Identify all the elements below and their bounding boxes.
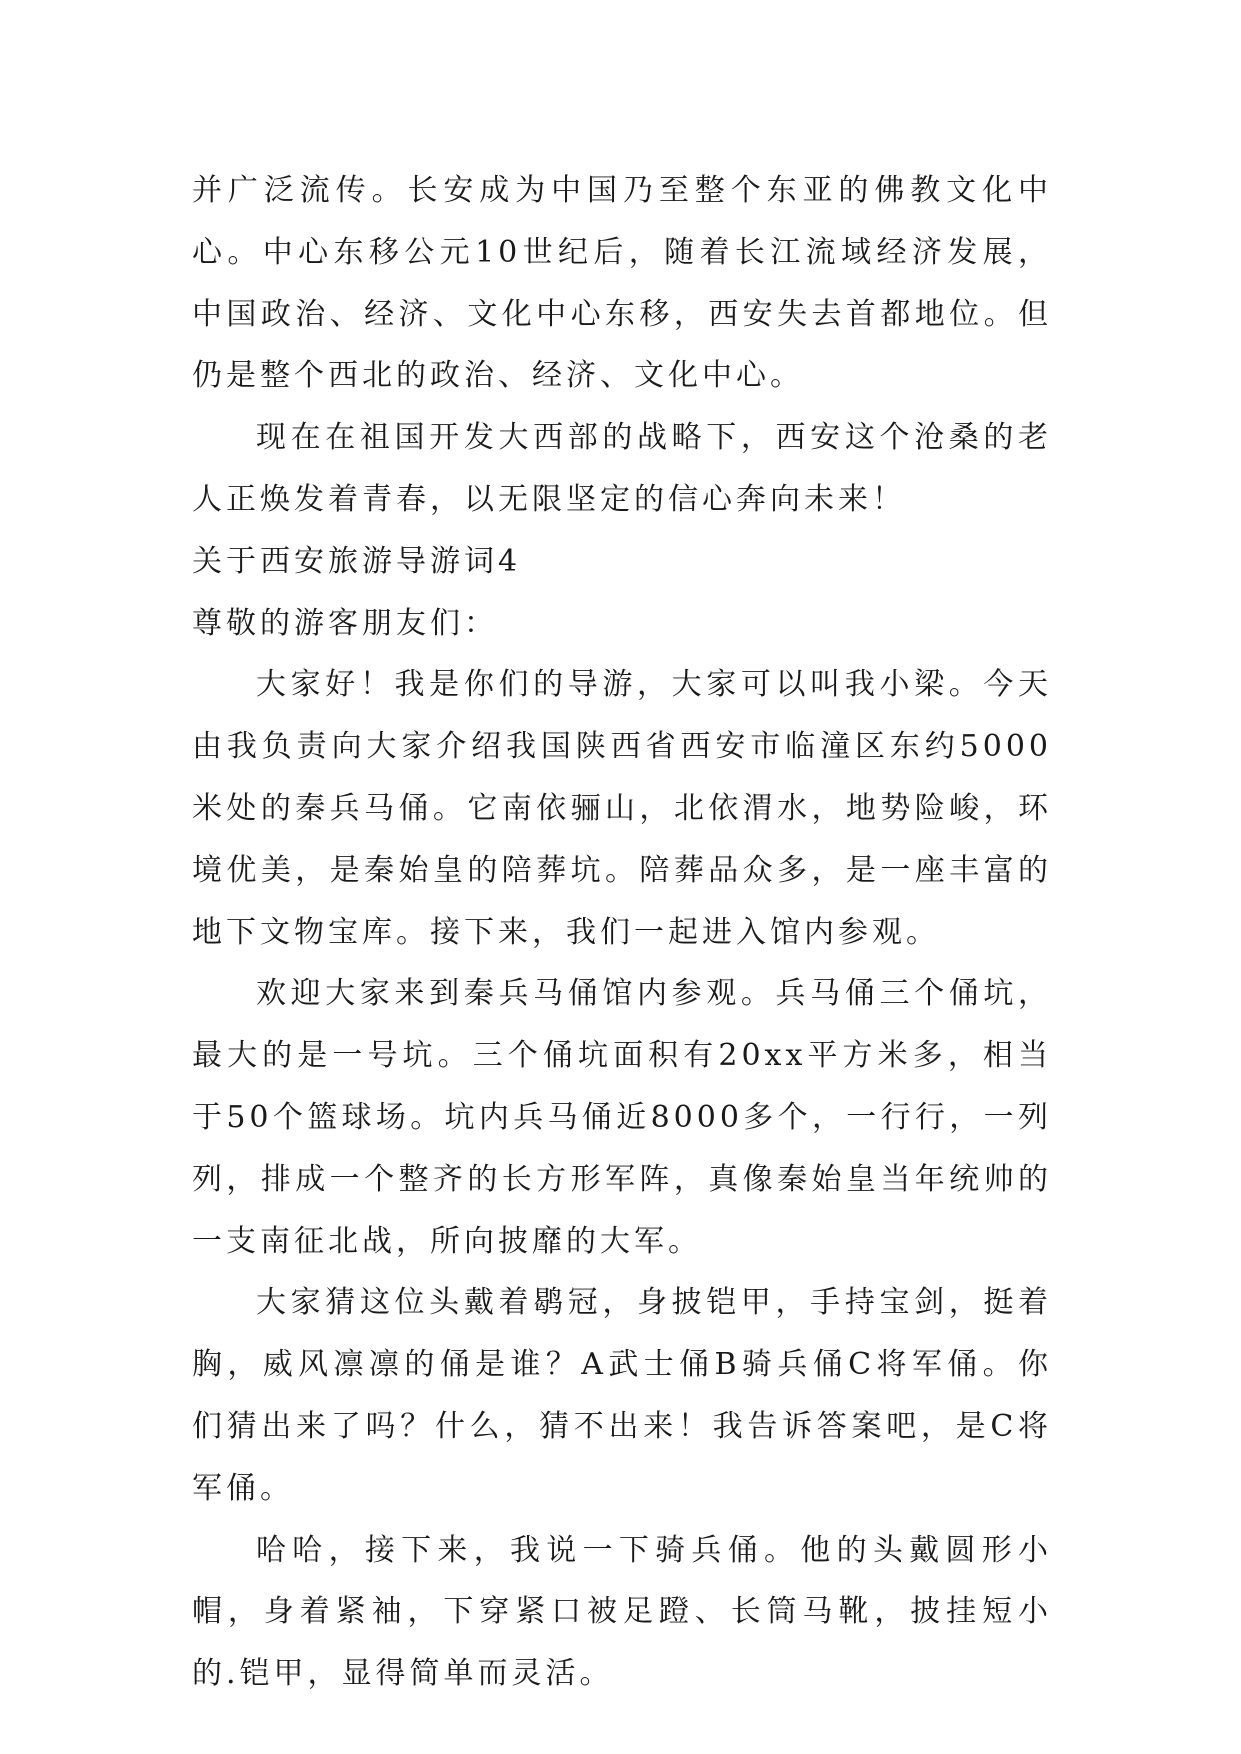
greeting-line: 尊敬的游客朋友们： [192, 605, 498, 641]
paragraph-intro: 大家好！我是你们的导游，大家可以叫我小梁。今天由我负责向大家介绍我国陕西省西安市临潼区东约5000米处的秦兵马俑。它南依骊山，北依渭水，地势险峻，环境优美，是秦始皇的陪葬坑。陪葬品众多，是一座丰富的地下文物宝库。接下来，我们一起进入馆内参观。 [192, 667, 1052, 950]
paragraph-future: 现在在祖国开发大西部的战略下，西安这个沧桑的老人正焕发着青春，以无限坚定的信心奔向未来！ [192, 420, 1052, 517]
paragraph-pits: 欢迎大家来到秦兵马俑馆内参观。兵马俑三个俑坑，最大的是一号坑。三个俑坑面积有20xx平方米多，相当于50个篮球场。坑内兵马俑近8000多个，一行行，一列列，排成一个整齐的长方形军阵，真像秦始皇当年统帅的一支南征北战，所向披靡的大军。 [192, 976, 1052, 1259]
paragraph-general: 大家猜这位头戴着鹖冠，身披铠甲，手持宝剑，挺着胸，威风凛凛的俑是谁？A武士俑B骑兵俑C将军俑。你们猜出来了吗？什么，猜不出来！我告诉答案吧，是C将军俑。 [192, 1285, 1052, 1506]
paragraph-cavalry: 哈哈，接下来，我说一下骑兵俑。他的头戴圆形小帽，身着紧袖，下穿紧口被足蹬、长筒马靴，披挂短小的.铠甲，显得简单而灵活。 [192, 1532, 1052, 1692]
section-heading: 关于西安旅游导游词4 [192, 543, 522, 579]
paragraph-continuation: 并广泛流传。长安成为中国乃至整个东亚的佛教文化中心。中心东移公元10世纪后，随着长江流域经济发展，中国政治、经济、文化中心东移，西安失去首都地位。但仍是整个西北的政治、经济、文化中心。 [192, 173, 1052, 394]
document-body [192, 160, 1052, 1705]
